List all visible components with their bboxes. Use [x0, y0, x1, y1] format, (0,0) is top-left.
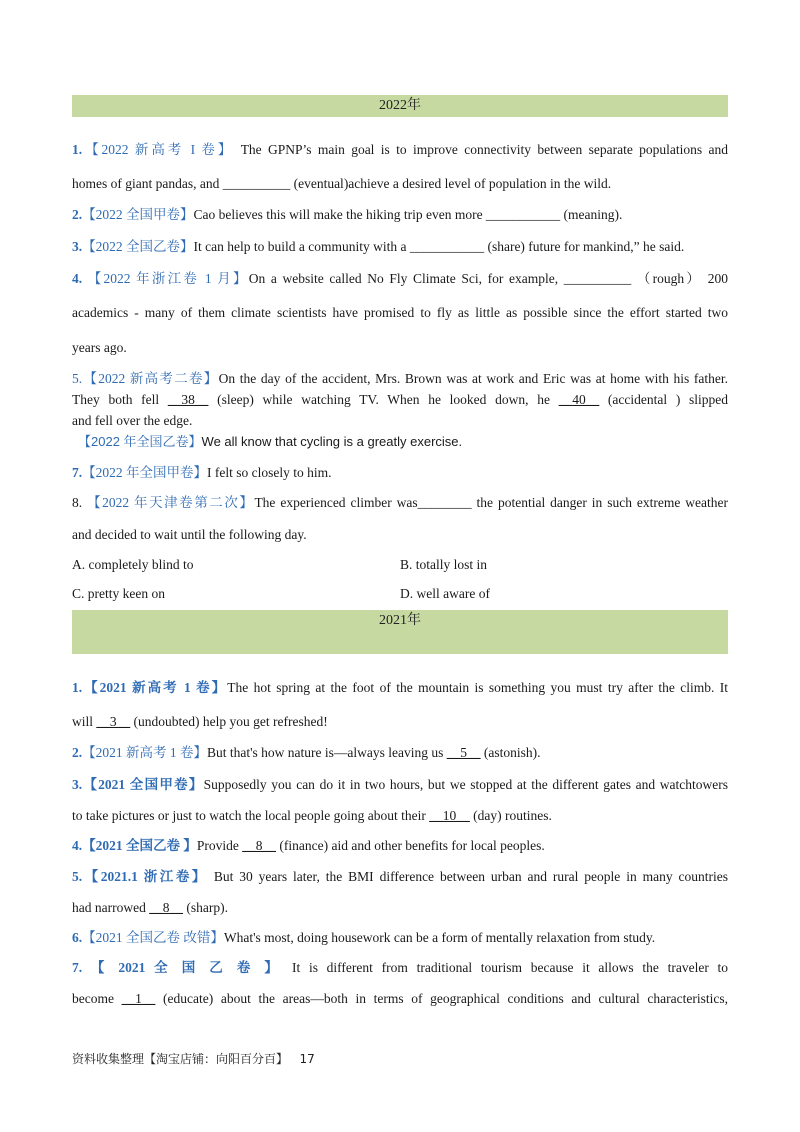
- question-2021-6: [72, 929, 728, 947]
- question-text: (undoubted) help you get refreshed!: [133, 714, 328, 729]
- question-text: homes of giant pandas, and __________ (eventual)achieve a desired level of population in the wild.: [72, 176, 612, 191]
- question-2021-3-cont: [72, 807, 728, 825]
- question-2021-7-cont: [72, 990, 728, 1008]
- question-2022-4-cont: [72, 304, 728, 322]
- question-2022-8: [72, 494, 728, 512]
- section-year-2021: 2021年: [379, 613, 421, 628]
- question-text: I felt so closely to him.: [207, 465, 332, 480]
- answer-blank: __10__: [429, 808, 470, 823]
- question-2022-8-cont: [72, 526, 728, 544]
- section-header-2022: [72, 95, 728, 117]
- question-text: Cao believes this will make the hiking trip even more ___________ (meaning).: [193, 207, 623, 222]
- question-text: (finance) aid and other benefits for local peoples.: [279, 838, 545, 853]
- question-2022-4: [72, 270, 728, 288]
- question-number: 4.: [72, 838, 83, 853]
- question-2022-5-cont2: [72, 412, 728, 430]
- question-2022-5: [72, 370, 728, 388]
- section-header-2021: [72, 610, 728, 654]
- question-text: They both fell: [72, 392, 160, 407]
- question-number: 5.: [72, 869, 83, 884]
- question-2022-4-cont2: [72, 339, 728, 357]
- answer-blank: __3__: [96, 714, 131, 729]
- question-source-tag: 【2022 新高考二卷】: [82, 371, 219, 386]
- question-text: (day) routines.: [473, 808, 552, 823]
- question-source-tag: 【2021 全国乙卷 改错】: [82, 930, 224, 945]
- answer-blank: __1__: [121, 991, 156, 1006]
- question-text: years ago.: [72, 340, 127, 355]
- question-text: But that's how nature is—always leaving us: [207, 745, 444, 760]
- answer-blank: __5__: [446, 745, 481, 760]
- question-text: The GPNP’s main goal is to improve connectivity between separate populations and: [240, 142, 729, 157]
- question-number: 8.: [72, 495, 83, 510]
- question-number: 1.: [72, 680, 83, 695]
- question-text: will: [72, 714, 94, 729]
- question-text: Supposedly you can do it in two hours, but we stopped at the different gates and watchtowers: [203, 777, 728, 792]
- question-text: It can help to build a community with a ___________ (share) future for mankind,” he said.: [193, 239, 685, 254]
- question-2021-7: [72, 959, 728, 977]
- question-source-tag: 【2022 年全国甲卷】: [82, 465, 207, 480]
- question-source-tag: 【2022 年天津卷第二次】: [87, 495, 255, 510]
- question-number: 4.: [72, 271, 83, 286]
- question-text: It is different from traditional tourism because it allows the traveler to: [291, 960, 729, 975]
- answer-blank: __8__: [242, 838, 276, 853]
- question-source-tag: 【2021 全国甲卷】: [82, 777, 204, 792]
- question-text: On a website called No Fly Climate Sci, for example, __________ （rough） 200: [248, 271, 729, 286]
- question-text: (accidental ) slipped: [607, 392, 729, 407]
- question-2021-2: [72, 744, 728, 762]
- question-text: and fell over the edge.: [72, 413, 193, 428]
- question-text: What's most, doing housework can be a form of mentally relaxation from study.: [223, 930, 656, 945]
- question-text: (sharp).: [186, 900, 228, 915]
- question-source-tag: 【 2021 全 国 乙 卷 】: [90, 960, 284, 975]
- question-text: Provide: [196, 838, 239, 853]
- footer-source-text: 资料收集整理【淘宝店铺：向阳百分百】: [72, 1052, 289, 1066]
- question-number: 3.: [72, 239, 83, 254]
- question-source-tag: 【2022 新高考 I 卷】: [82, 142, 235, 157]
- question-2021-3: [72, 776, 728, 794]
- question-source-tag: 【2022 年浙江卷 1 月】: [87, 271, 249, 286]
- question-source-tag: 【2021.1 浙江卷】: [82, 869, 208, 884]
- question-2022-3: [72, 238, 728, 256]
- question-2022-1-cont: [72, 175, 728, 193]
- question-text: academics - many of them climate scientists have promised to fly as little as possible since the effort started two: [72, 305, 728, 320]
- question-number: 2.: [72, 745, 83, 760]
- question-number: 7.: [72, 960, 83, 975]
- option-a: A. completely blind to: [72, 557, 194, 572]
- answer-blank: __40__: [558, 392, 600, 407]
- question-2022-5-cont: [72, 391, 728, 409]
- question-number: 6.: [72, 930, 83, 945]
- question-2022-7: [72, 464, 728, 482]
- question-2021-1-cont: [72, 713, 728, 731]
- question-number: 1.: [72, 142, 83, 157]
- option-d: D. well aware of: [400, 586, 490, 601]
- question-source-tag: 【2021 新高考 1 卷】: [82, 680, 228, 695]
- question-2021-5: [72, 868, 728, 886]
- question-2021-4: [72, 837, 728, 855]
- question-number: 7.: [72, 465, 83, 480]
- page-number: 17: [299, 1052, 315, 1066]
- answer-blank: __8__: [149, 900, 183, 915]
- question-text: But 30 years later, the BMI difference between urban and rural people in many countries: [213, 869, 729, 884]
- section-year-2022: 2022年: [379, 98, 421, 113]
- question-number: 2.: [72, 207, 83, 222]
- question-text: and decided to wait until the following day.: [72, 527, 307, 542]
- question-source-tag: 【2021 新高考 1 卷】: [82, 745, 207, 760]
- question-2022-2: [72, 206, 728, 224]
- question-text: (sleep) while watching TV. When he looked down, he: [217, 392, 550, 407]
- question-text: On the day of the accident, Mrs. Brown was at work and Eric was at home with his father.: [218, 371, 729, 386]
- question-text: had narrowed: [72, 900, 146, 915]
- option-b: B. totally lost in: [400, 557, 488, 572]
- question-text: become: [72, 991, 114, 1006]
- question-text: (astonish).: [483, 745, 541, 760]
- question-2021-5-cont: [72, 899, 728, 917]
- page-footer: [72, 1050, 315, 1067]
- question-text: (educate) about the areas—both in terms of geographical conditions and cultural characteristics,: [163, 991, 728, 1006]
- question-source-tag: 【2022 年全国乙卷】: [78, 434, 202, 449]
- question-source-tag: 【2022 全国甲卷】: [82, 207, 194, 222]
- answer-blank: __38__: [167, 392, 209, 407]
- question-text: The hot spring at the foot of the mountain is something you must try after the climb. It: [227, 680, 728, 695]
- question-2022-1: [72, 141, 728, 159]
- question-source-tag: 【2022 全国乙卷】: [82, 239, 194, 254]
- question-2022-6: [78, 433, 734, 451]
- question-text: to take pictures or just to watch the local people going about their: [72, 808, 426, 823]
- question-text: We all know that cycling is a greatly exercise.: [201, 434, 463, 449]
- option-c: C. pretty keen on: [72, 586, 165, 601]
- question-2021-1: [72, 679, 728, 697]
- question-number: 5.: [72, 371, 83, 386]
- question-text: The experienced climber was________ the potential danger in such extreme weather: [254, 495, 729, 510]
- question-source-tag: 【2021 全国乙卷 】: [82, 838, 197, 853]
- question-number: 3.: [72, 777, 83, 792]
